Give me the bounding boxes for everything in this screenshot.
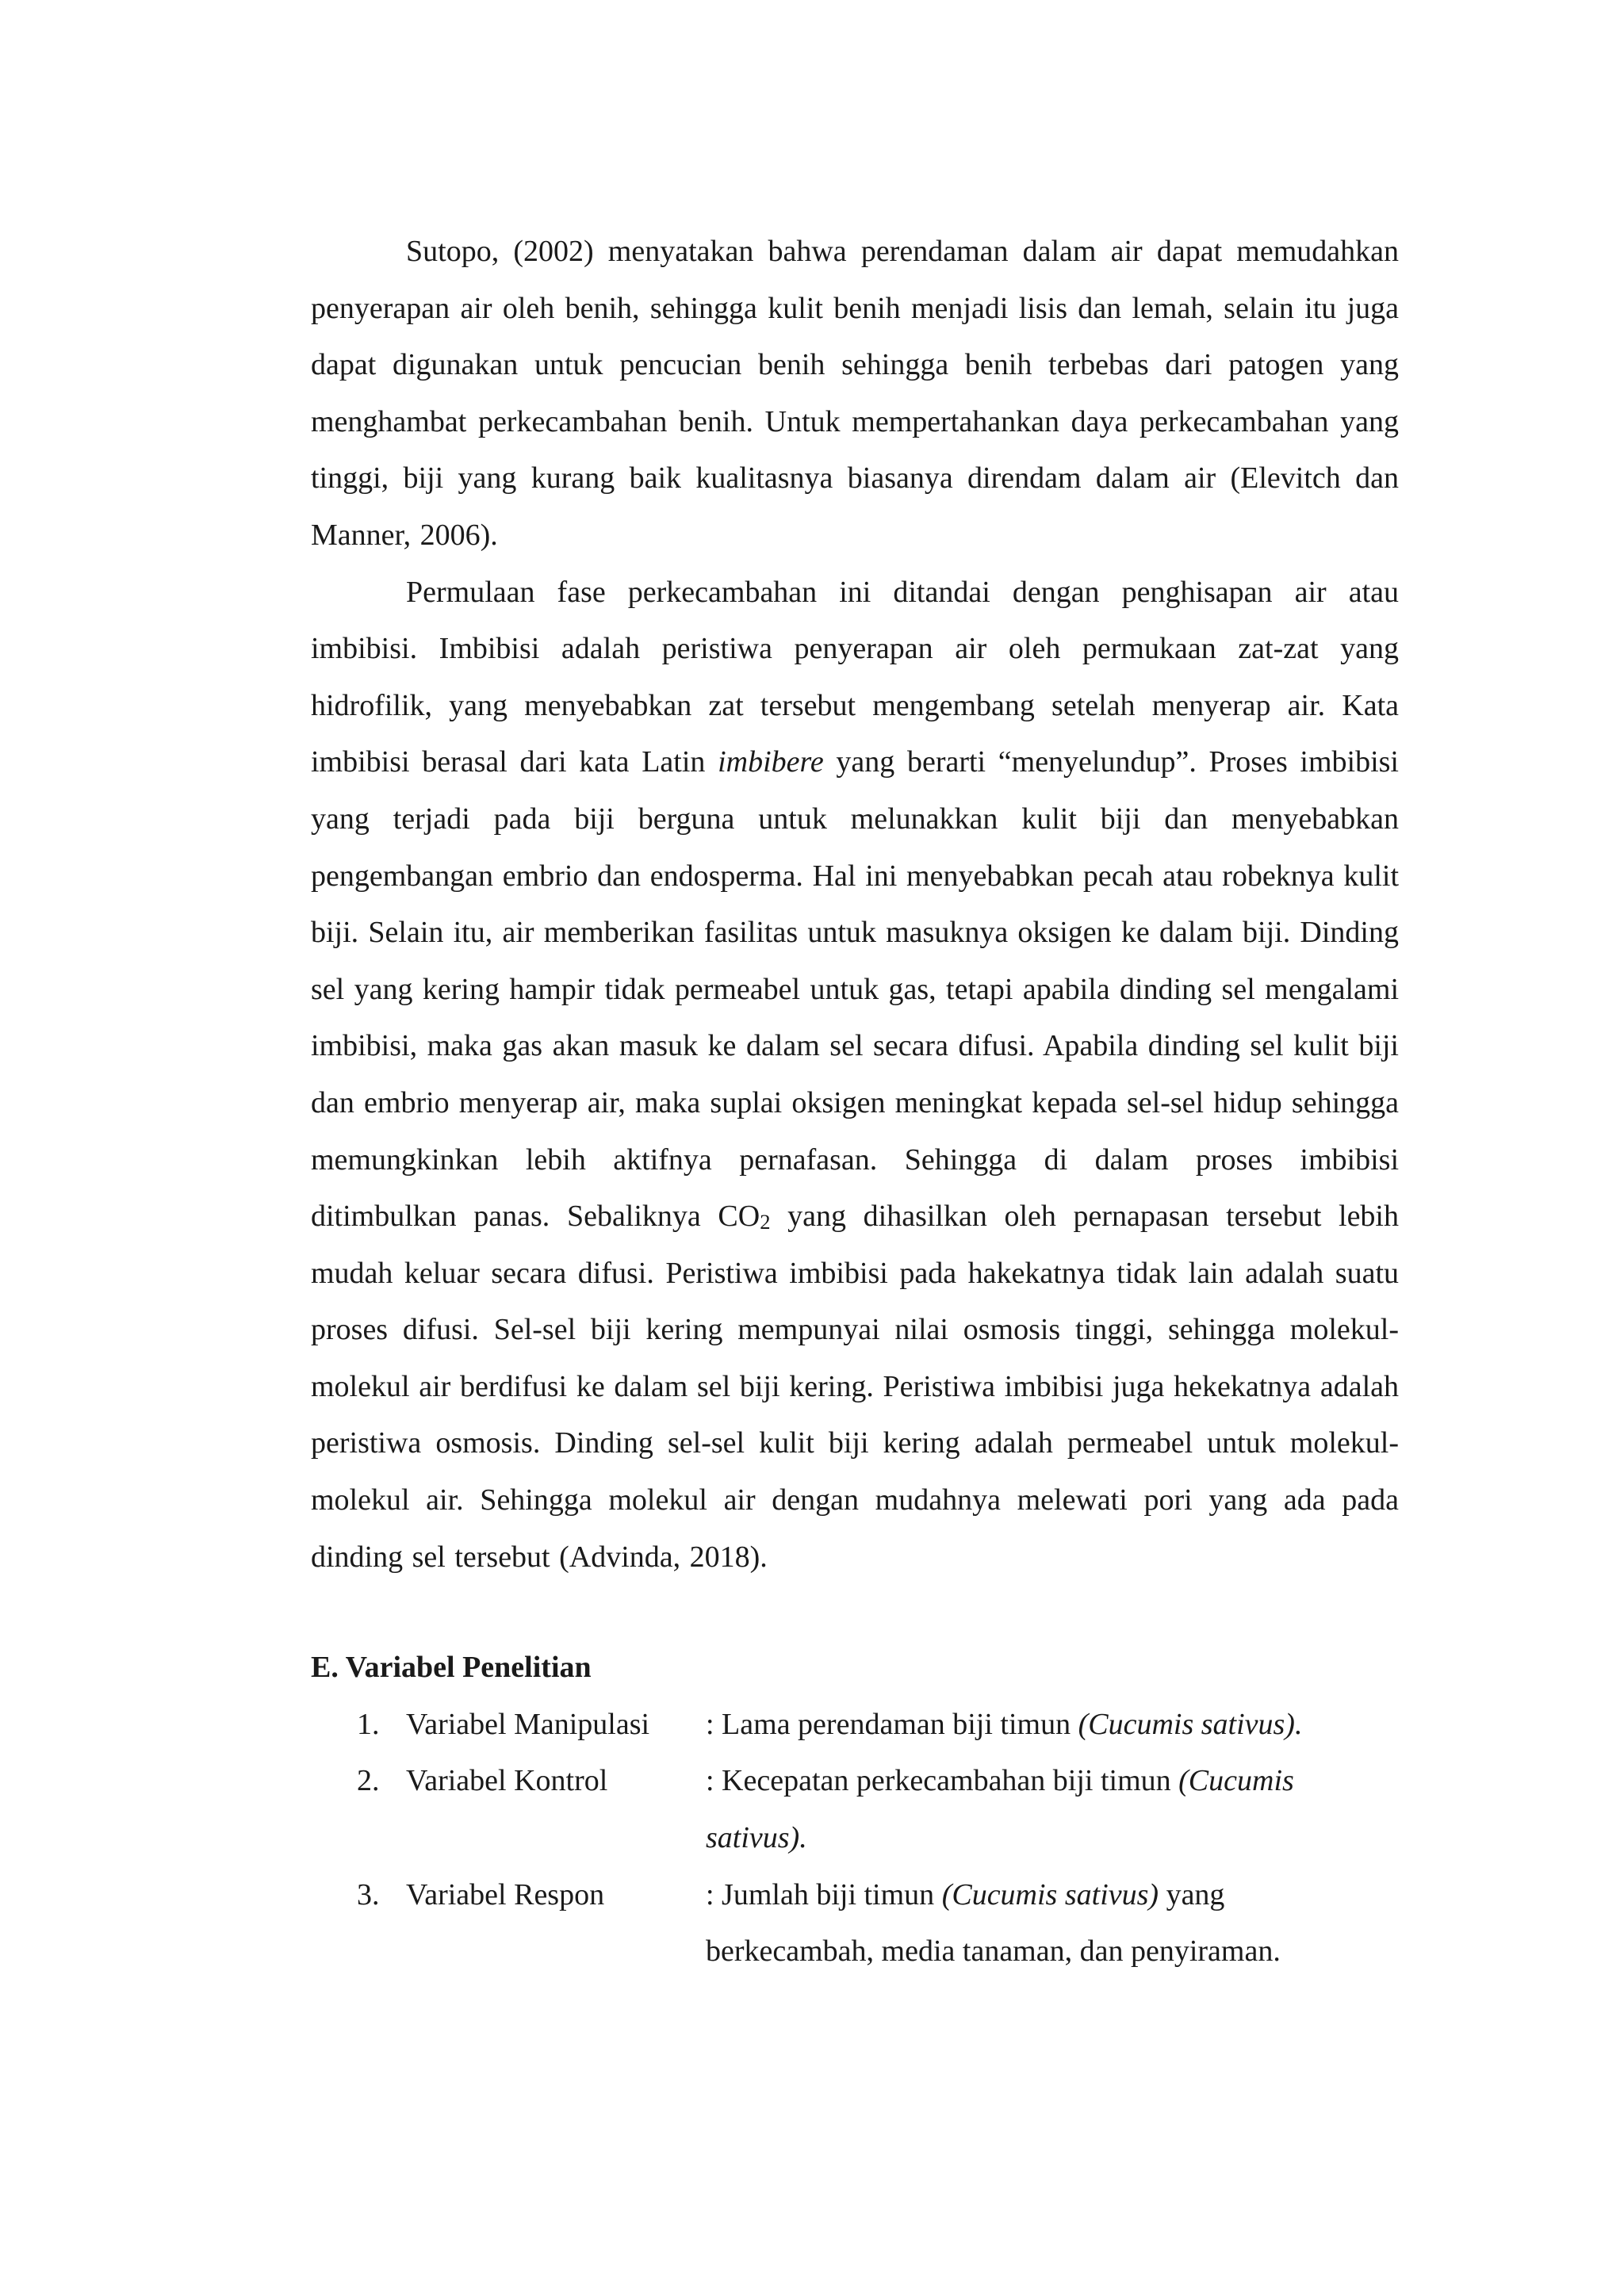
paragraph-imbibisi — [311, 564, 1399, 1586]
species-name: (Cucumis sativus) — [941, 1877, 1159, 1911]
paragraph-imbibisi-part2: yang berarti “menyelundup”. Proses imbibisi yang terjadi pada biji berguna untuk melunakkan kulit biji dan menyebabkan pengembangan embrio dan endosperma. Hal ini menyebabkan pecah atau robeknya kulit biji. Selain itu, air memberikan fasilitas untuk masuknya oksigen ke dalam biji. Dinding sel yang kering hampir tidak permeabel untuk gas, tetapi apabila dinding sel mengalami imbibisi, maka gas akan masuk ke dalam sel secara difusi. Apabila dinding sel kulit biji dan embrio menyerap air, maka suplai oksigen meningkat kepada sel-sel hidup sehingga memungkinkan lebih aktifnya pernafasan. Sehingga di dalam proses imbibisi ditimbulkan panas. Sebaliknya CO — [311, 745, 1399, 1234]
co2-subscript: 2 — [760, 1210, 771, 1234]
paragraph-sutopo: Sutopo, (2002) menyatakan bahwa perendaman dalam air dapat memudahkan penyerapan air oleh benih, sehingga kulit benih menjadi lisis dan lemah, selain itu juga dapat digunakan untuk pencucian benih sehingga benih terbebas dari patogen yang menghambat perkecambahan benih. Untuk mempertahankan daya perkecambahan yang tinggi, biji yang kurang baik kualitasnya biasanya direndam dalam air (Elevitch dan Manner, 2006). — [311, 235, 1399, 552]
variable-list — [311, 1697, 1399, 1980]
variable-description-text: : Kecepatan perkecambahan biji timun — [706, 1764, 1179, 1798]
variable-description-suffix: yang berkecambah, media tanaman, dan penyiraman. — [706, 1877, 1281, 1969]
variable-description-text: : Jumlah biji timun — [706, 1877, 942, 1911]
variable-number: 1. — [357, 1707, 380, 1741]
variable-description — [706, 1697, 1399, 1754]
paragraph-imbibisi-part3: yang dihasilkan oleh pernapasan tersebut lebih mudah keluar secara difusi. Peristiwa imbibisi pada hakekatnya tidak lain adalah suatu proses difusi. Sel-sel biji kering mempunyai nilai osmosis tinggi, sehingga molekul-molekul air berdifusi ke dalam sel biji kering. Peristiwa imbibisi juga hekekatnya adalah peristiwa osmosis. Dinding sel-sel kulit biji kering adalah permeabel untuk molekul-molekul air. Sehingga molekul air dengan mudahnya melewati pori yang ada pada dinding sel tersebut (Advinda, 2018). — [311, 1200, 1399, 1574]
species-name: (Cucumis sativus). — [706, 1764, 1294, 1855]
variable-name: Variabel Kontrol — [406, 1764, 608, 1798]
section-heading-variabel: E. Variabel Penelitian — [311, 1651, 592, 1685]
variable-item-kontrol — [311, 1753, 1399, 1866]
variable-number: 3. — [357, 1877, 380, 1911]
variable-item-respon — [311, 1867, 1399, 1980]
variable-name: Variabel Manipulasi — [406, 1707, 650, 1741]
variable-item-manipulasi — [311, 1697, 1399, 1754]
latin-term-imbibere: imbibere — [718, 745, 824, 779]
variable-number: 2. — [357, 1764, 380, 1798]
document-page — [311, 224, 1399, 1980]
species-name: (Cucumis sativus). — [1078, 1707, 1303, 1741]
paragraph-imbibisi-part1: Permulaan fase perkecambahan ini ditandai dengan penghisapan air atau imbibisi. Imbibisi adalah peristiwa penyerapan air oleh permukaan zat-zat yang hidrofilik, yang menyebabkan zat tersebut mengembang setelah menyerap air. Kata imbibisi berasal dari kata Latin — [311, 575, 1399, 779]
variable-description — [706, 1753, 1399, 1866]
variable-description — [706, 1867, 1399, 1980]
variable-description-text: : Lama perendaman biji timun — [706, 1707, 1078, 1741]
variable-name: Variabel Respon — [406, 1877, 605, 1911]
